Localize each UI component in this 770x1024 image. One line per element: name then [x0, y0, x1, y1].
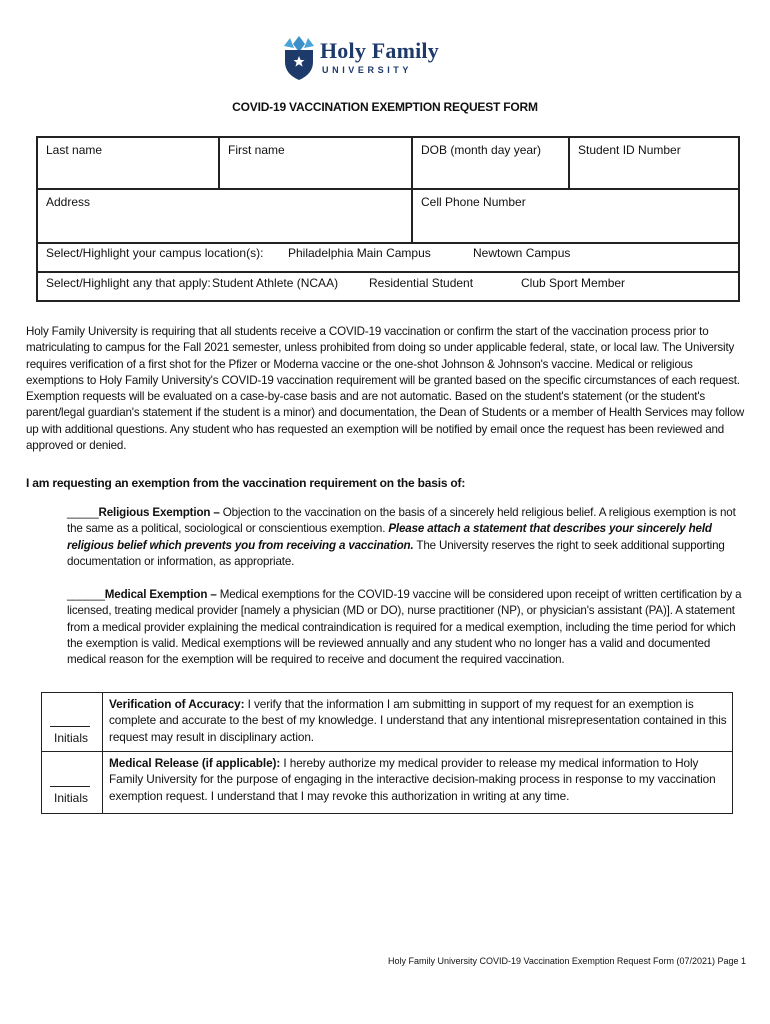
form-title: COVID-19 VACCINATION EXEMPTION REQUEST FORM: [232, 100, 538, 114]
medical-release-text: I hereby authorize my medical provider to release my medical information to Holy Family University for the purpose of engaging in the interactive decision-making process in response to my vaccination exemption request. I understand that I may revoke this authorization in writing at any time.: [109, 756, 716, 803]
grid-divider: [38, 242, 738, 244]
campus-label: Select/Highlight your campus location(s):: [46, 246, 264, 260]
medical-release-heading: Medical Release (if applicable):: [109, 756, 281, 770]
religious-exemption-paragraph: [67, 505, 739, 570]
student-info-table: [36, 136, 740, 302]
religious-exemption-label: Religious Exemption –: [98, 506, 220, 519]
table-divider: [102, 693, 103, 813]
first-name-label: First name: [228, 143, 285, 157]
medical-blank[interactable]: ______: [67, 588, 105, 601]
last-name-field[interactable]: [38, 138, 218, 188]
cell-phone-label: Cell Phone Number: [421, 195, 526, 209]
university-logo: [282, 36, 452, 84]
last-name-label: Last name: [46, 143, 103, 157]
dob-field[interactable]: [413, 138, 568, 188]
student-id-field[interactable]: [570, 138, 738, 188]
student-id-label: Student ID Number: [578, 143, 681, 157]
religious-exemption-text: Objection to the vaccination on the basis of a sincerely held religious belief. A religious exemption is not the same as a political, sociological or conscientious exemption.: [67, 506, 736, 536]
address-field[interactable]: [38, 190, 411, 242]
apply-option-residential[interactable]: Residential Student: [369, 276, 474, 290]
address-label: Address: [46, 195, 91, 209]
apply-option-club-sport[interactable]: Club Sport Member: [521, 276, 626, 290]
medical-exemption-label: Medical Exemption –: [104, 588, 217, 601]
verification-text: I verify that the information I am submitting in support of my request for an exemption is complete and accurate to the best of my knowledge. I understand that any intentional misrepresentation contained in this request may result in disciplinary action.: [109, 697, 727, 744]
religious-blank[interactable]: _____: [67, 506, 99, 519]
verification-heading: Verification of Accuracy:: [109, 697, 245, 711]
medical-exemption-text: Medical exemptions for the COVID-19 vaccine will be considered upon receipt of written certification by a licensed, treating medical provider [namely a physician (MD or DO), nurse practitioner (NP), or physician's assistant (PA)]. A statement from a medical provider explaining the medical contraindication is required for a medical exemption, including the time period for which the exemption is valid. Medical exemptions will be reviewed annually and any student who no longer has a valid and documented medical reason for the exemption will be required to receive and document the required vaccination.: [67, 588, 742, 667]
initials-label: Initials: [54, 731, 89, 745]
medical-release-statement: [109, 755, 729, 804]
campus-option-philadelphia[interactable]: Philadelphia Main Campus: [288, 246, 431, 260]
initials-blank-verification[interactable]: [50, 726, 90, 727]
verification-statement: [109, 696, 729, 745]
apply-label: Select/Highlight any that apply:: [46, 276, 211, 290]
table-divider: [42, 751, 732, 752]
intro-paragraph: Holy Family University is requiring that all students receive a COVID-19 vaccination or confirm the start of the vaccination process prior to matriculating to campus for the Fall 2021 semester, unless prohibited from doing so under applicable federal, state, or local law. The University requires verification of a first shot for the Pfizer or Moderna vaccine or the one-shot Johnson & Johnson's vaccine. Medical or religious exemptions to Holy Family University's COVID-19 vaccination requirement will be granted based on the specific circumstances of each request. Exemption requests will be evaluated on a case-by-case basis and are not automatic. Based on the student's statement (or the student's parent/legal guardian's statement if the student is a minor) and documentation, the Dean of Students or a member of Health Services may follow up with additional questions. Any student who has requested an exemption will be notified by email once the request has been reviewed and approved or denied.: [26, 325, 745, 453]
dob-label: DOB (month day year): [421, 143, 542, 157]
medical-exemption-paragraph: [67, 587, 747, 668]
grid-divider: [38, 271, 738, 273]
cell-phone-field[interactable]: [413, 190, 738, 242]
logo-wordmark: Holy Family: [320, 38, 439, 63]
logo-subtitle: UNIVERSITY: [322, 65, 413, 75]
campus-option-newtown[interactable]: Newtown Campus: [473, 246, 571, 260]
initials-label: Initials: [54, 791, 89, 805]
first-name-field[interactable]: [220, 138, 411, 188]
basis-heading: I am requesting an exemption from the vaccination requirement on the basis of:: [26, 476, 466, 490]
religious-statement-instruction: Please attach a statement that describes your sincerely held religious belief which prevents you from receiving a vaccination.: [67, 522, 712, 552]
religious-exemption-text-2: The University reserves the right to seek additional supporting documentation or information, as appropriate.: [67, 538, 725, 568]
shield-icon: [282, 36, 316, 80]
initials-blank-medical-release[interactable]: [50, 786, 90, 787]
acknowledgement-table: [41, 692, 733, 814]
page-footer: Holy Family University COVID-19 Vaccination Exemption Request Form (07/2021) Page 1: [388, 956, 746, 966]
apply-option-athlete[interactable]: Student Athlete (NCAA): [212, 276, 339, 290]
